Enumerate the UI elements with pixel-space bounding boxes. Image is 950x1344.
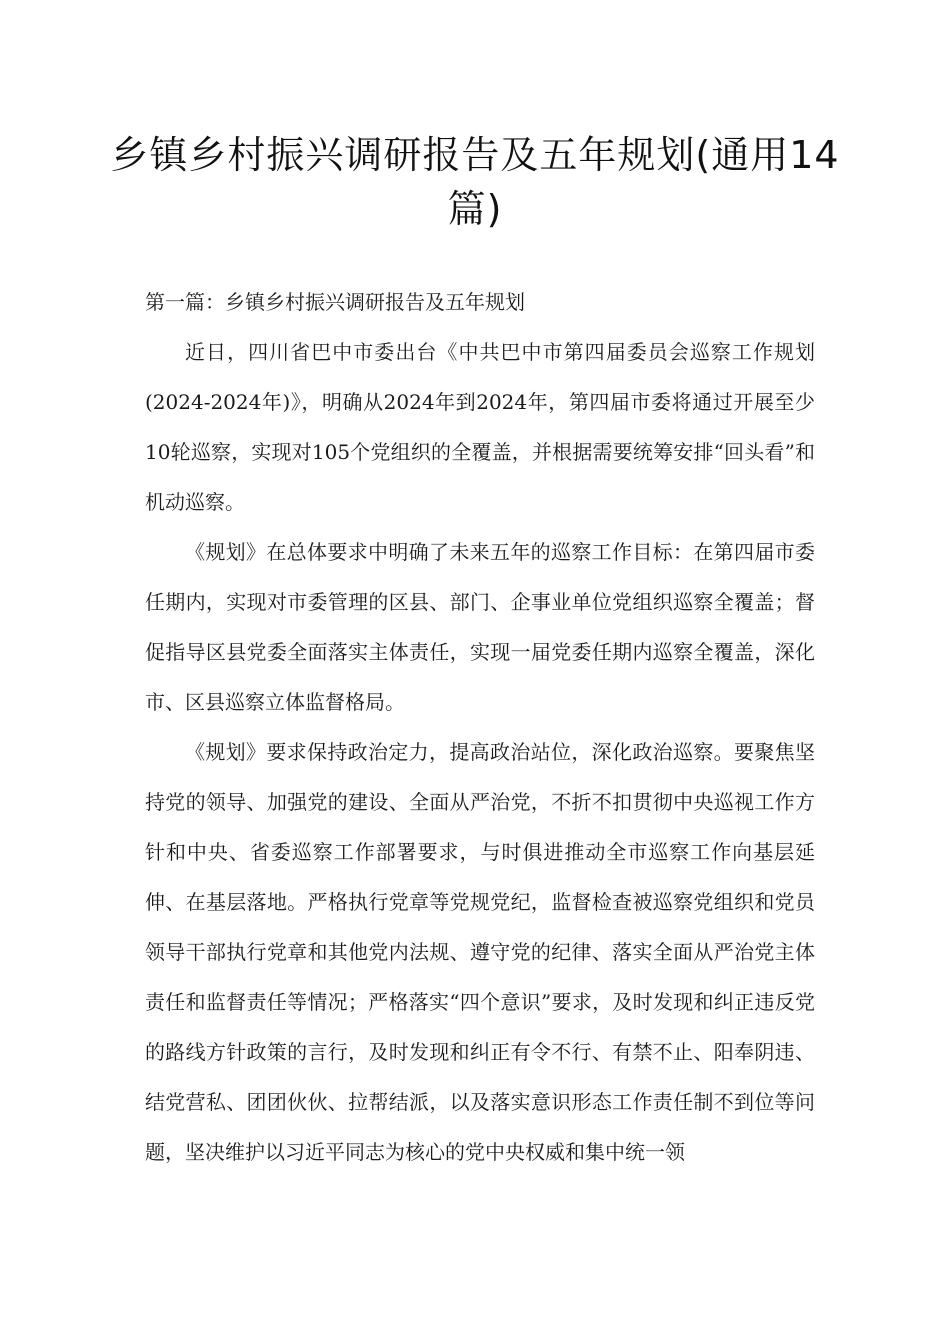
paragraph-3: 《规划》要求保持政治定力，提高政治站位，深化政治巡察。要聚焦坚持党的领导、加强党的建设、全面从严治党，不折不扣贯彻中央巡视工作方针和中央、省委巡察工作部署要求，与时俱进推动全市巡察工作向基层延伸、在基层落地。严格执行党章等党规党纪，监督检查被巡察党组织和党员领导干部执行党章和其他党内法规、遵守党的纪律、落实全面从严治党主体责任和监督责任等情况；严格落实“四个意识”要求，及时发现和纠正违反党的路线方针政策的言行，及时发现和纠正有令不行、有禁不止、阳奉阴违、结党营私、团团伙伙、拉帮结派，以及落实意识形态工作责任制不到位等问题，坚决维护以习近平同志为核心的党中央权威和集中统一领	[145, 740, 815, 1164]
document-title: 乡镇乡村振兴调研报告及五年规划(通用14篇)	[110, 133, 840, 231]
paragraph-1: 近日，四川省巴中市委出台《中共巴中市第四届委员会巡察工作规划(2024-2024年)》，明确从2024年到2024年，第四届市委将通过开展至少10轮巡察，实现对105个党组织的全覆盖，并根据需要统筹安排“回头看”和机动巡察。	[145, 340, 815, 514]
section-heading: 第一篇：乡镇乡村振兴调研报告及五年规划	[145, 290, 525, 314]
document-body	[145, 277, 815, 1177]
paragraph-2: 《规划》在总体要求中明确了未来五年的巡察工作目标：在第四届市委任期内，实现对市委管理的区县、部门、企事业单位党组织巡察全覆盖；督促指导区县党委全面落实主体责任，实现一届党委任期内巡察全覆盖，深化市、区县巡察立体监督格局。	[145, 540, 815, 714]
